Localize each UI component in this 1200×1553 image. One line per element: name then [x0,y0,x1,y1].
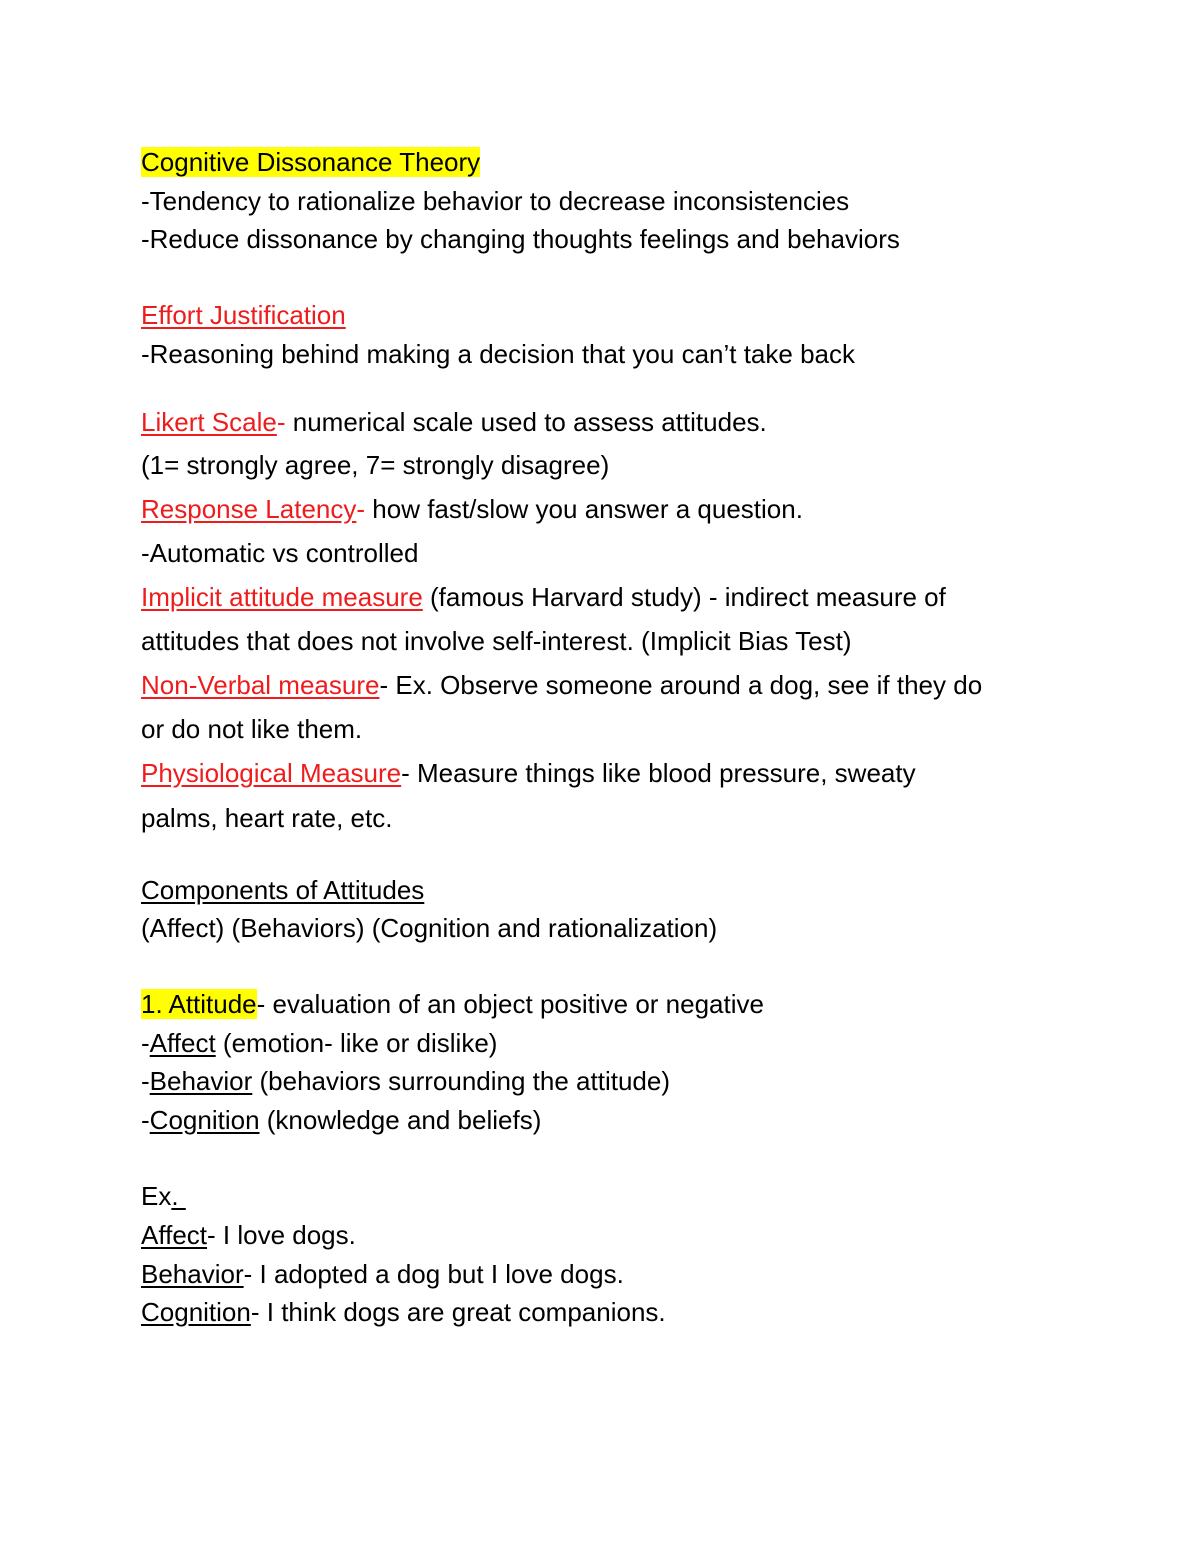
attitude-item [141,1064,670,1098]
example-item [141,1295,666,1329]
implicit-measure-line [141,580,946,614]
attitude-item [141,1103,541,1137]
example-item-text: - I adopted a dog but I love dogs. [243,1259,624,1289]
likert-scale-dash: - [276,407,286,437]
physiological-measure-line-2: palms, heart rate, etc. [141,803,393,833]
cognitive-dissonance-heading [141,145,480,179]
effort-justification-line-1: -Reasoning behind making a decision that you can’t take back [141,339,855,369]
implicit-measure-line-2: attitudes that does not involve self-interest. (Implicit Bias Test) [141,626,852,656]
attitude-item-term: Cognition [149,1105,260,1135]
example-item [141,1218,356,1252]
attitude-item-text: (behaviors surrounding the attitude) [252,1066,670,1096]
dissonance-line-1: -Tendency to rationalize behavior to decrease inconsistencies [141,186,850,216]
example-label: Ex [141,1181,172,1211]
nonverbal-measure-line [141,668,982,702]
attitude-item [141,1026,497,1060]
likert-scale-line [141,405,767,439]
implicit-measure-text: (famous Harvard study) - indirect measure of [422,582,946,612]
nonverbal-measure-text: - Ex. Observe someone around a dog, see if they do [379,670,983,700]
components-heading [141,873,424,907]
attitude-item-prefix: - [141,1066,150,1096]
physiological-measure-text: - Measure things like blood pressure, sweaty [401,758,916,788]
nonverbal-measure-line-2: or do not like them. [141,714,363,744]
components-line-1: (Affect) (Behaviors) (Cognition and rationalization) [141,913,718,943]
attitude-term: 1. Attitude [141,989,257,1019]
cognitive-dissonance-title: Cognitive Dissonance Theory [141,147,481,177]
likert-scale-range: (1= strongly agree, 7= strongly disagree) [141,450,610,480]
example-item-text: - I think dogs are great companions. [250,1297,666,1327]
example-item [141,1257,624,1291]
physiological-measure-line [141,756,916,790]
attitude-item-prefix: - [141,1028,150,1058]
attitude-item-term: Behavior [149,1066,253,1096]
example-item-term: Cognition [141,1297,251,1327]
response-latency-note: -Automatic vs controlled [141,538,419,568]
implicit-measure-term: Implicit attitude measure [141,582,423,612]
effort-justification-title: Effort Justification [141,300,346,330]
attitude-item-prefix: - [141,1105,150,1135]
physiological-measure-term: Physiological Measure [141,758,402,788]
attitude-item-text: (knowledge and beliefs) [259,1105,542,1135]
attitude-item-term: Affect [149,1028,216,1058]
example-item-text: - I love dogs. [207,1220,356,1250]
effort-justification-heading [141,298,346,332]
example-item-term: Behavior [141,1259,244,1289]
attitude-line [141,987,764,1021]
dissonance-line-2: -Reduce dissonance by changing thoughts feelings and behaviors [141,224,900,254]
response-latency-dash: - [356,494,366,524]
likert-scale-text: numerical scale used to assess attitudes. [285,407,767,437]
nonverbal-measure-term: Non-Verbal measure [141,670,380,700]
example-item-term: Affect [141,1220,208,1250]
example-label-punct: . [171,1181,186,1211]
example-heading [141,1179,186,1213]
response-latency-text: how fast/slow you answer a question. [365,494,803,524]
attitude-item-text: (emotion- like or dislike) [215,1028,498,1058]
response-latency-term: Response Latency [141,494,357,524]
attitude-text: - evaluation of an object positive or negative [256,989,764,1019]
components-title: Components of Attitudes [141,875,425,905]
response-latency-line [141,492,803,526]
likert-scale-term: Likert Scale [141,407,277,437]
